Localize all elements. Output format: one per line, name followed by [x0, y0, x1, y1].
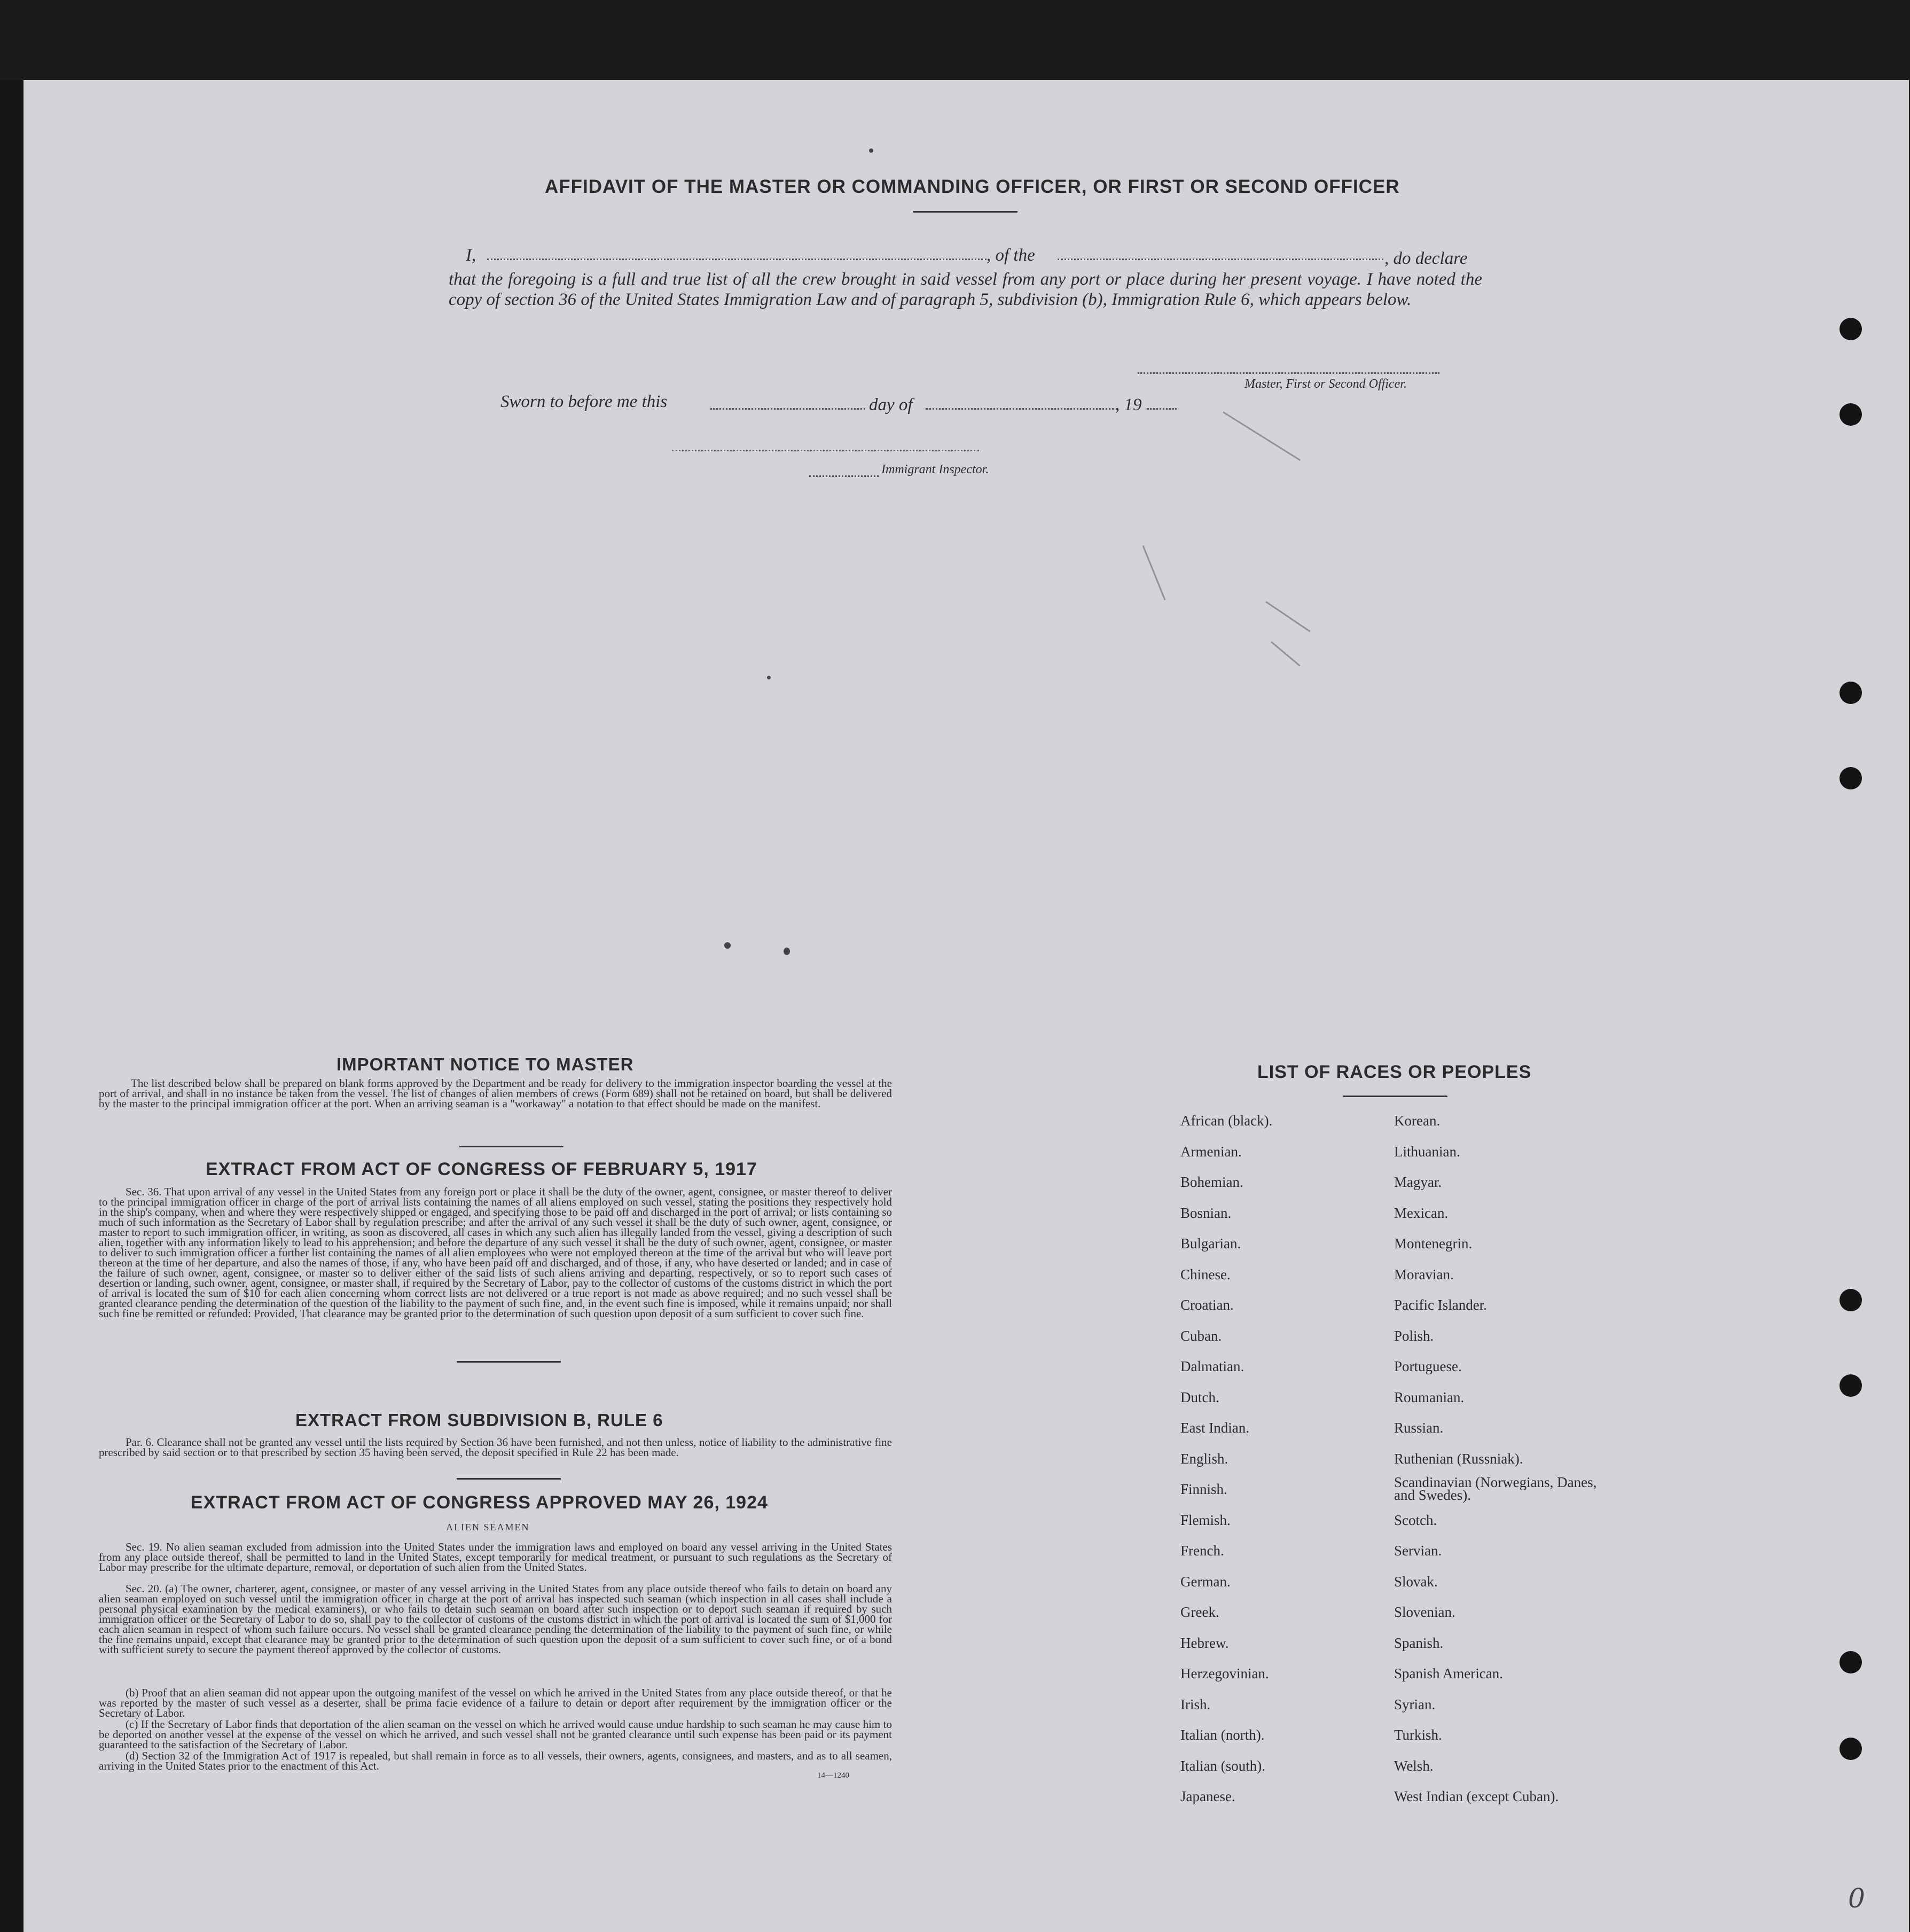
race-item: Japanese.	[1180, 1788, 1235, 1804]
scan-border	[0, 0, 1910, 80]
races-title-rule	[1343, 1096, 1447, 1097]
extract-1917-body: Sec. 36. That upon arrival of any vessel in the United States from any foreign port or place it shall be the duty of the owner, agent, consignee, or master thereof to deliver to the principal immigration officer in charge of the port of arrival lists containing the names of all aliens employed on such vessel, stating the positions they respectively hold in the ship's company, when and where they were respectively shipped or engaged, and specifying those to be paid off and discharged in the port of arrival; or lists containing so much of such information as the Secretary of Labor shall by regulation prescribe; and after the arrival of any such vessel it shall be the duty of such owner, agent, consignee, or master to report to such immigration officer, in writing, as soon as discovered, all cases in which any such alien has illegally landed from the vessel, giving a description of such alien, together with any information likely to lead to his apprehension; and before the departure of any such vessel it shall be the duty of such owner, agent, consignee, or master to deliver to such immigration officer a further list containing the names of all alien employees who were not employed thereon at the time of the arrival but who will leave port thereon at the time of her departure, and also the names of those, if any, who have been paid off and discharged, and of those, if any, who have deserted or landed; and in case of the failure of such owner, agent, consignee, or master so to deliver either of the said lists of such aliens arriving and departing, respectively, or so to report such cases of desertion or landing, such owner, agent, consignee, or master shall, if required by the Secretary of Labor, pay to the collector of customs of the customs district in which the port of arrival is located the sum of $10 for each alien concerning whom correct lists are not delivered or a true report is not made as above required; and no such vessel shall be granted clearance pending the determination of the question of the liability to the payment of such fine, and, in the event such fine is imposed, while it remains unpaid; nor shall such fine be remitted or refunded: Provided, That clearance may be granted prior to the determination of such question upon deposit of a sum sufficient to cover such fine.	[99, 1185, 892, 1320]
vessel-field[interactable]	[1058, 259, 1383, 260]
race-item: Scotch.	[1394, 1512, 1437, 1528]
race-item: Dalmatian.	[1180, 1358, 1244, 1374]
race-item: Cuban.	[1180, 1327, 1222, 1344]
race-item: Bosnian.	[1180, 1204, 1232, 1221]
race-item: Greek.	[1180, 1604, 1219, 1620]
punch-hole	[1839, 403, 1862, 426]
race-item: Welsh.	[1394, 1757, 1434, 1774]
race-item: Finnish.	[1180, 1481, 1227, 1497]
punch-hole	[1839, 1651, 1862, 1673]
section-rule	[457, 1361, 561, 1363]
speck	[724, 942, 731, 949]
inspector-label: Immigrant Inspector.	[881, 463, 989, 476]
race-item: Polish.	[1394, 1327, 1434, 1344]
notice-body: The list described below shall be prepared on blank forms approved by the Department and be ready for delivery to the immigration inspector boarding the vessel at the port of arrival, and shall in no instance be taken from the vessel. The list of changes of alien members of crews (Form 689) shall not be retained on board, but shall be delivered by the master to the principal immigration officer at the port. When an arriving seaman is a "workaway" a notation to that effect should be made on the manifest.	[99, 1077, 892, 1110]
extract-1917-title: EXTRACT FROM ACT OF CONGRESS OF FEBRUARY 5, 1917	[206, 1159, 757, 1179]
sworn-label: Sworn to before me this	[500, 392, 668, 411]
race-item: Bulgarian.	[1180, 1235, 1241, 1252]
notice-title: IMPORTANT NOTICE TO MASTER	[336, 1054, 634, 1074]
race-item: African (black).	[1180, 1113, 1273, 1129]
title-rule	[913, 211, 1017, 213]
race-item: Spanish.	[1394, 1634, 1444, 1651]
race-item: French.	[1180, 1543, 1224, 1559]
extract-1924-sec20b: (b) Proof that an alien seaman did not appear upon the outgoing manifest of the vessel on which he arrived in the United States from any place outside thereof, or that he was reported by the master of such vessel as a deserter, shall be prima facie evidence of a failure to detain or deport after requirement by the immigration officer or the Secretary of Labor.	[99, 1686, 892, 1719]
extract-1924-sec20a: Sec. 20. (a) The owner, charterer, agent, consignee, or master of any vessel arriving in the United States from any place outside thereof who fails to detain on board any alien seaman employed on such vessel until the immigration officer in charge at the port of arrival has inspected such seaman (which inspection in all cases shall include a personal physical examination by the medical examiners), or who fails to detain such seaman on board after such inspection or to deport such seaman if required by such immigration officer or the Secretary of Labor to do so, shall pay to the collector of customs of the customs district in which the port of arrival is located the sum of $1,000 for each alien seaman in respect of whom such failure occurs. No vessel shall be granted clearance pending the determination of the liability to the payment of such fine, or while the fine remains unpaid, except that clearance may be granted prior to the determination of such question upon the deposit of a sum sufficient to cover such fine, or of a bond with sufficient surety to secure the payment thereof approved by the collector of customs.	[99, 1582, 892, 1656]
punch-hole	[1839, 1374, 1862, 1397]
race-item: Chinese.	[1180, 1266, 1231, 1282]
extract-rule6-title: EXTRACT FROM SUBDIVISION B, RULE 6	[295, 1410, 663, 1430]
races-title: LIST OF RACES OR PEOPLES	[1257, 1062, 1532, 1082]
race-item: German.	[1180, 1573, 1231, 1590]
race-item: Dutch.	[1180, 1389, 1219, 1405]
form-number: 14—1240	[817, 1771, 849, 1780]
speck	[784, 948, 790, 955]
race-item: Mexican.	[1394, 1204, 1449, 1221]
race-item: Syrian.	[1394, 1696, 1436, 1712]
race-item: Italian (south).	[1180, 1757, 1265, 1774]
race-item: Ruthenian (Russniak).	[1394, 1450, 1523, 1467]
sworn-year-field[interactable]	[1147, 408, 1177, 410]
corner-mark: 0	[1848, 1883, 1865, 1914]
year-label: , 19	[1115, 395, 1142, 414]
speck	[869, 148, 873, 153]
race-item: Flemish.	[1180, 1512, 1231, 1528]
race-item: Portuguese.	[1394, 1358, 1462, 1374]
extract-1924-sec20d: (d) Section 32 of the Immigration Act of 1917 is repealed, but shall remain in force as to all vessels, their owners, agents, consignees, and masters, and as to all seamen, arriving in the United States prior to the enactment of this Act.	[99, 1749, 892, 1772]
race-item: Roumanian.	[1394, 1389, 1465, 1405]
race-item: Magyar.	[1394, 1174, 1442, 1190]
speck	[767, 676, 771, 679]
punch-hole	[1839, 767, 1862, 789]
i-label: I,	[466, 246, 476, 265]
punch-hole	[1839, 1738, 1862, 1760]
declare-label: , do declare	[1384, 249, 1468, 268]
extract-1924-title: EXTRACT FROM ACT OF CONGRESS APPROVED MAY 26, 1924	[191, 1492, 768, 1513]
race-item: Herzegovinian.	[1180, 1665, 1269, 1681]
inspector-dots	[809, 475, 879, 477]
sworn-day-field[interactable]	[710, 408, 865, 410]
race-item: Slovenian.	[1394, 1604, 1455, 1620]
race-item: Russian.	[1394, 1420, 1444, 1436]
name-field[interactable]	[487, 259, 987, 260]
race-item: Slovak.	[1394, 1573, 1438, 1590]
race-item: Korean.	[1394, 1113, 1441, 1129]
sworn-month-field[interactable]	[926, 408, 1118, 410]
section-rule	[457, 1478, 561, 1480]
affidavit-title: AFFIDAVIT OF THE MASTER OR COMMANDING OFFICER, OR FIRST OR SECOND OFFICER	[545, 176, 1400, 197]
punch-hole	[1839, 318, 1862, 340]
extract-1924-subtitle: ALIEN SEAMEN	[446, 1522, 530, 1532]
master-signature-line[interactable]	[1138, 372, 1439, 374]
affidavit-body: that the foregoing is a full and true list of all the crew brought in said vessel from any port or place during her present voyage. I have noted the copy of section 36 of the United States Immigration Law and of paragraph 5, subdivision (b), Immigration Rule 6, which appears below.	[449, 270, 1482, 309]
race-item: Montenegrin.	[1394, 1235, 1473, 1252]
race-item: Bohemian.	[1180, 1174, 1243, 1190]
race-item: Spanish American.	[1394, 1665, 1503, 1681]
race-item: West Indian (except Cuban).	[1394, 1788, 1559, 1804]
race-item: Servian.	[1394, 1543, 1442, 1559]
punch-hole	[1839, 1289, 1862, 1311]
race-item: English.	[1180, 1450, 1228, 1467]
extract-1924-sec19: Sec. 19. No alien seaman excluded from admission into the United States under the immigration laws and employed on board any vessel arriving in the United States from any place outside thereof, shall be permitted to land in the United States, except temporarily for medical treatment, or pursuant to such regulations as the Secretary of Labor may prescribe for the ultimate departure, removal, or deportation of such alien from the United States.	[99, 1540, 892, 1574]
race-item: Hebrew.	[1180, 1634, 1229, 1651]
race-item: Pacific Islander.	[1394, 1297, 1487, 1313]
race-item: Irish.	[1180, 1696, 1211, 1712]
of-the-label: , of the	[987, 246, 1035, 265]
race-item: East Indian.	[1180, 1420, 1249, 1436]
inspector-signature-line[interactable]	[672, 450, 979, 451]
punch-hole	[1839, 682, 1862, 704]
day-of-label: day of	[869, 395, 913, 414]
extract-rule6-body: Par. 6. Clearance shall not be granted any vessel until the lists required by Section 36 have been furnished, and not then unless, notice of liability to the administrative fine prescribed by said section or to that prescribed by section 35 having been served, the deposit specified in Rule 22 has been made.	[99, 1436, 892, 1459]
race-item: Scandinavian (Norwegians, Danes, and Swedes).	[1394, 1474, 1597, 1503]
race-item: Moravian.	[1394, 1266, 1454, 1282]
extract-1924-sec20c: (c) If the Secretary of Labor finds that deportation of the alien seaman on the vessel on which he arrived would cause undue hardship to such seaman he may cause him to be deported on another vessel at the expense of the vessel on which he arrived, and such vessel shall not be granted clearance until such expense has been paid or its payment guaranteed to the satisfaction of the Secretary of Labor.	[99, 1718, 892, 1751]
section-rule	[459, 1146, 563, 1147]
race-item: Turkish.	[1394, 1727, 1442, 1743]
race-item: Croatian.	[1180, 1297, 1234, 1313]
race-item: Italian (north).	[1180, 1727, 1265, 1743]
race-item: Armenian.	[1180, 1143, 1242, 1160]
race-item: Lithuanian.	[1394, 1143, 1460, 1160]
master-signature-label: Master, First or Second Officer.	[1244, 377, 1407, 391]
